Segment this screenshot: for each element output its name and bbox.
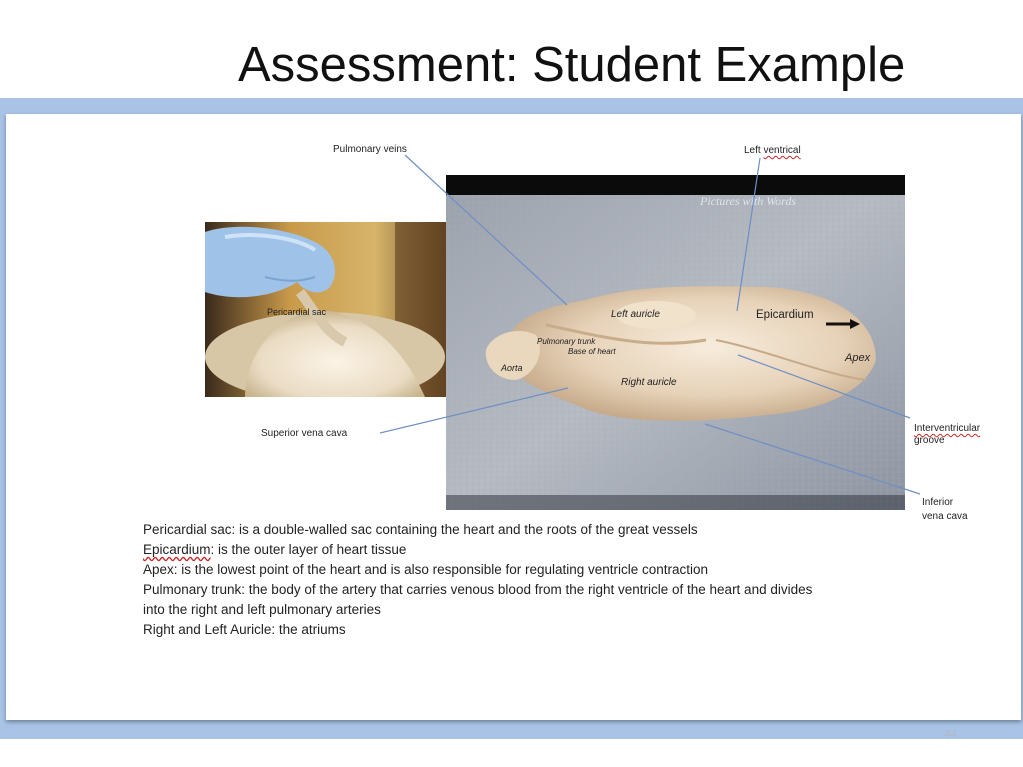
desc-pericardial-sac: Pericardial sac: is a double-walled sac containing the heart and the roots of the great vessels <box>143 522 698 537</box>
callout-inferior-vena-cava: Inferior vena cava <box>922 497 968 522</box>
label-aorta: Aorta <box>501 363 523 373</box>
callout-left-ventrical: Left ventrical <box>744 145 801 156</box>
callout-interventricular-groove: Interventricular groove <box>914 423 981 446</box>
heart-photo <box>446 175 905 510</box>
page-number: 44 <box>944 726 957 741</box>
desc-auricles: Right and Left Auricle: the atriums <box>143 622 346 637</box>
callout-superior-vena-cava: Superior vena cava <box>261 428 348 439</box>
watermark-text: Pictures with Words <box>700 194 797 208</box>
desc-epicardium: Epicardium: is the outer layer of heart tissue <box>143 542 407 557</box>
pericardial-sac-label: Pericardial sac <box>267 307 327 317</box>
desc-pulmonary-trunk: Pulmonary trunk: the body of the artery that carries venous blood from the right ventricle of the heart and divides into the right and left pulmonary arteries <box>143 582 813 617</box>
label-base-of-heart: Base of heart <box>568 347 616 356</box>
label-right-auricle: Right auricle <box>621 377 677 388</box>
slide-title: Assessment: Student Example <box>238 38 906 92</box>
label-left-auricle: Left auricle <box>611 309 660 320</box>
callout-pulmonary-veins: Pulmonary veins <box>333 144 407 155</box>
label-apex: Apex <box>845 352 871 364</box>
desc-apex: Apex: is the lowest point of the heart and is also responsible for regulating ventricle contraction <box>143 562 709 577</box>
label-pulmonary-trunk: Pulmonary trunk <box>537 337 596 346</box>
label-epicardium: Epicardium <box>756 309 814 321</box>
description-block <box>143 520 833 640</box>
pericardial-sac-photo <box>205 222 448 397</box>
